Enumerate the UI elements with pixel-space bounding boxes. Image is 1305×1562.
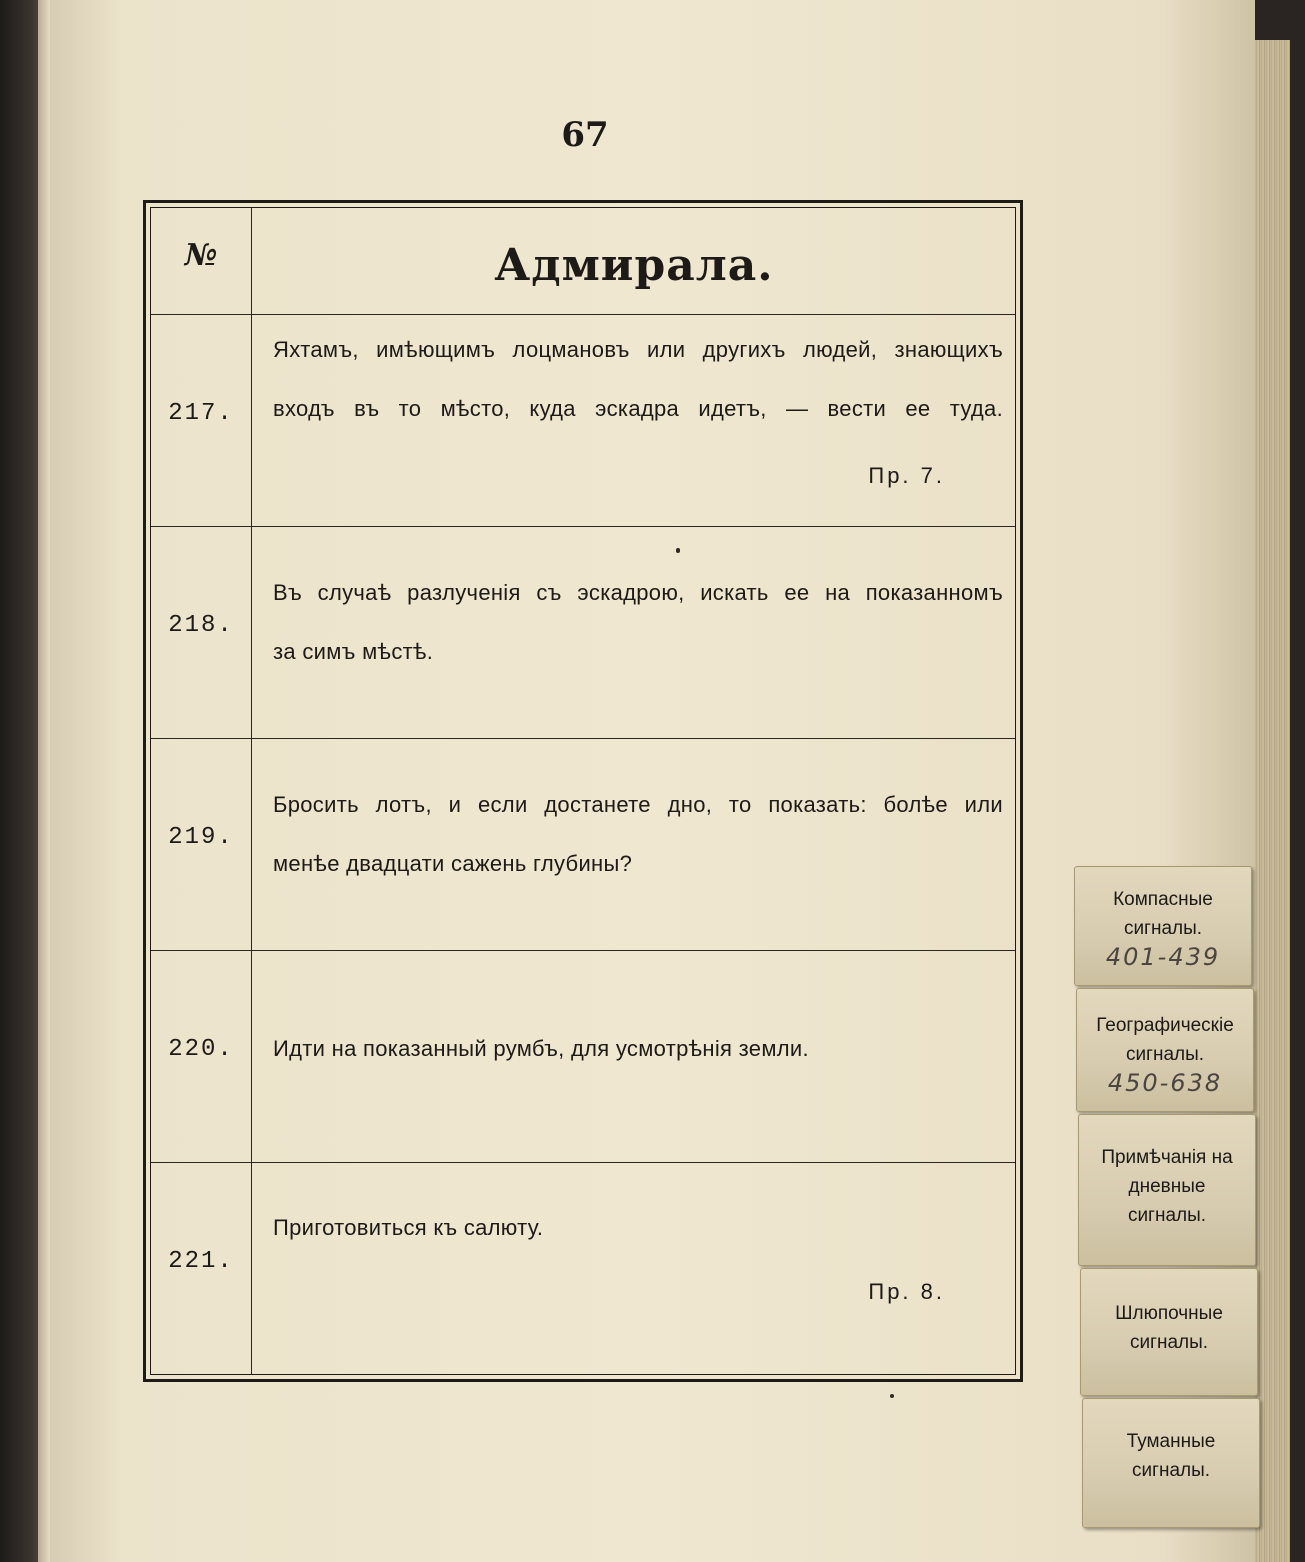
- tab-label-line: Шлюпочные: [1115, 1303, 1223, 1324]
- entry-text-line: менѣе двадцати сажень глубины?: [273, 851, 633, 876]
- ink-speck: [890, 1394, 894, 1398]
- entry-text-line: Идти на показанный румбъ, для усмотрѣнія земли.: [273, 1036, 809, 1061]
- tab-fog-signals[interactable]: [1082, 1398, 1260, 1528]
- tab-compass-signals[interactable]: [1074, 866, 1252, 986]
- tab-label-line: Примѣчанія на: [1101, 1147, 1233, 1168]
- tab-label-line: Туманные: [1126, 1431, 1216, 1452]
- row-divider: [151, 526, 1015, 527]
- entry-ref-221: Пр. 8.: [868, 1279, 945, 1304]
- signal-table-inner: [150, 207, 1016, 1375]
- signal-table: [143, 200, 1023, 1382]
- row-divider: [151, 950, 1015, 951]
- entry-ref-217: Пр. 7.: [868, 463, 945, 488]
- row-divider: [151, 1162, 1015, 1163]
- column-divider: [251, 208, 252, 1374]
- entry-text-line: Яхтамъ, имѣющимъ лоцмановъ или другихъ людей, знающихъ: [273, 337, 1003, 362]
- entry-text-219: [273, 775, 1003, 893]
- entry-text-218: [273, 563, 1003, 681]
- tab-label-line: Компасные: [1113, 889, 1213, 910]
- entry-number-217: 217.: [168, 400, 234, 427]
- entry-number-220: 220.: [168, 1036, 234, 1063]
- entry-text-221: [273, 1198, 1003, 1257]
- ink-speck: [676, 548, 680, 553]
- entry-text-line: за симъ мѣстѣ.: [273, 639, 434, 664]
- tab-label-line: сигналы.: [1131, 1460, 1211, 1481]
- entry-text-220: [273, 1019, 1003, 1078]
- tab-label-line: сигналы.: [1127, 1205, 1207, 1226]
- tab-handwritten-range: 450-638: [1107, 1069, 1223, 1097]
- entry-text-line: Въ случаѣ разлученія съ эскадрою, искать ее на показанномъ: [273, 580, 1003, 605]
- entry-text-line: Приготовиться къ салюту.: [273, 1215, 544, 1240]
- header-number-label: №: [184, 238, 218, 273]
- entry-text-line: Бросить лотъ, и если достанете дно, то показать: болѣе или: [273, 792, 1003, 817]
- entry-text-line: входъ въ то мѣсто, куда эскадра идетъ, — вести ее туда.: [273, 396, 1003, 421]
- row-divider: [151, 738, 1015, 739]
- tab-label-line: сигналы.: [1129, 1332, 1209, 1353]
- entry-text-217: [273, 320, 1003, 438]
- header-title: Адмирала.: [494, 240, 774, 291]
- tab-handwritten-range: 401-439: [1105, 943, 1221, 971]
- entry-number-221: 221.: [168, 1248, 234, 1275]
- page-number: 67: [561, 115, 609, 155]
- tab-label-line: Географическіе: [1096, 1015, 1234, 1036]
- left-page-edge: [38, 0, 50, 1562]
- tab-label-line: дневные: [1128, 1176, 1206, 1197]
- header-divider: [151, 314, 1015, 315]
- entry-number-219: 219.: [168, 824, 234, 851]
- tab-label-line: сигналы.: [1125, 1044, 1205, 1065]
- tab-boat-signals[interactable]: [1080, 1268, 1258, 1396]
- entry-number-218: 218.: [168, 612, 234, 639]
- tab-label-line: сигналы.: [1123, 918, 1203, 939]
- tab-day-signal-notes[interactable]: [1078, 1114, 1256, 1266]
- tab-geographic-signals[interactable]: [1076, 988, 1254, 1112]
